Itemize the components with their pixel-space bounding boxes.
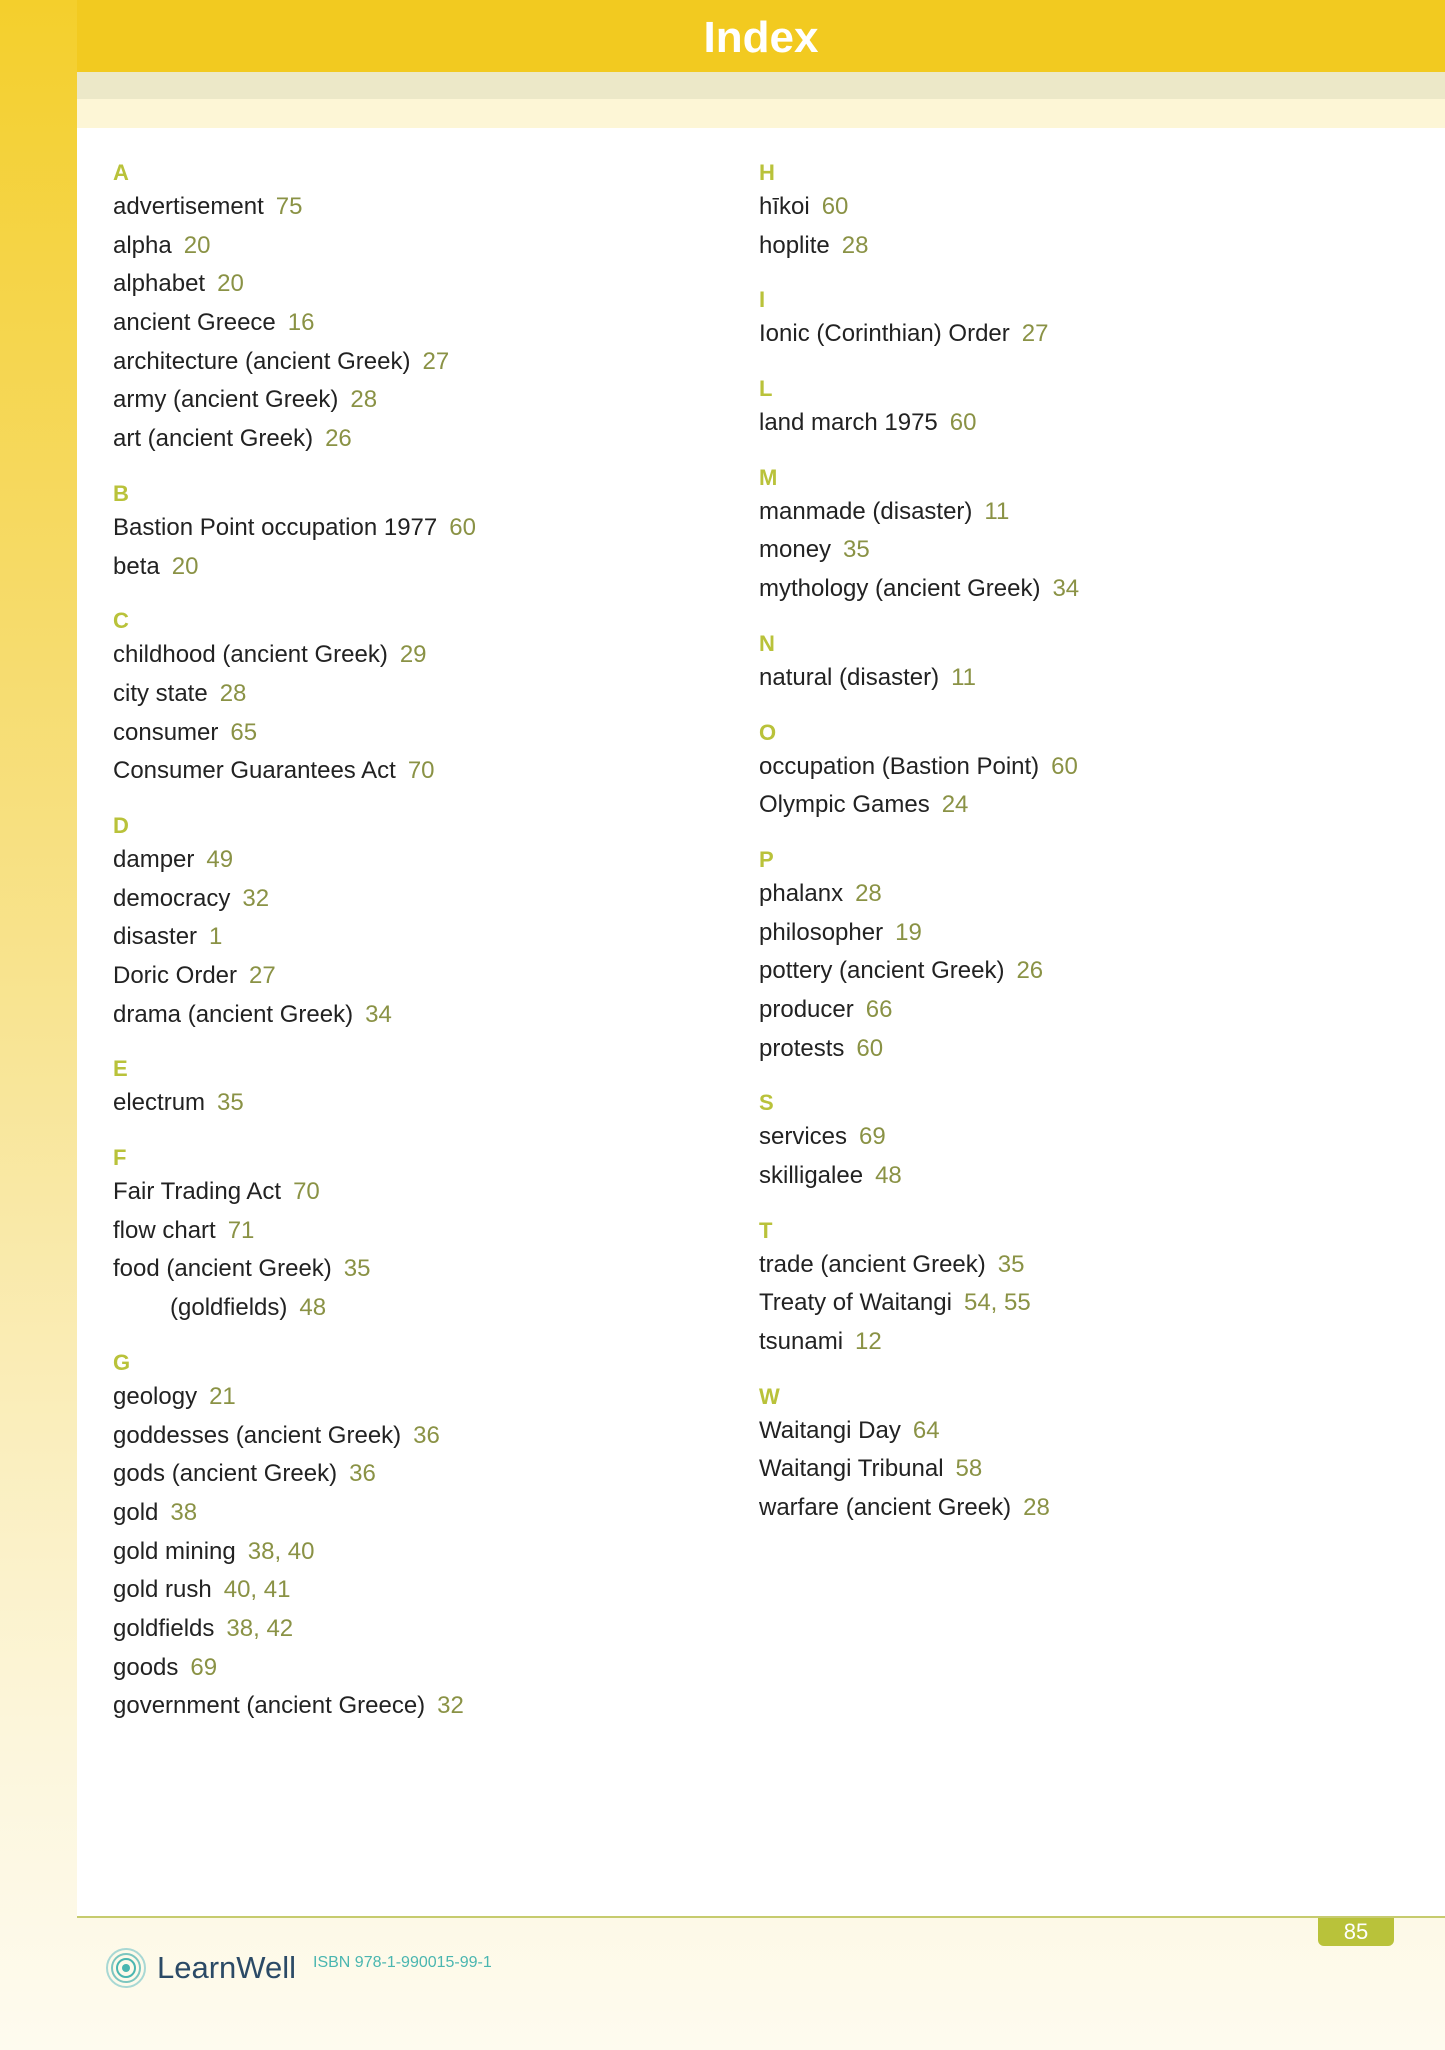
entry-term: drama (ancient Greek) [113, 1000, 354, 1028]
entry-term: Ionic (Corinthian) Order [759, 320, 1010, 348]
entry-pages: 32 [437, 1692, 464, 1720]
entry-pages: 54, 55 [963, 1289, 1031, 1317]
index-entry [113, 1378, 733, 1417]
entry-pages: 60 [449, 513, 476, 541]
index-entry [113, 957, 733, 996]
entry-pages: 27 [249, 962, 276, 989]
entry-pages: 65 [230, 718, 258, 746]
entry-term: gold [113, 1498, 159, 1526]
entry-pages: 27 [422, 347, 450, 375]
entry-term: art (ancient Greek) [113, 425, 314, 453]
index-section-c [113, 606, 733, 791]
index-section-b [113, 479, 733, 586]
entry-term: occupation (Bastion Point) [759, 752, 1040, 780]
entry-pages: 27 [1021, 320, 1049, 348]
entry-pages: 35 [343, 1255, 371, 1283]
entry-pages: 60 [1051, 752, 1078, 780]
entry-pages: 64 [912, 1416, 940, 1444]
index-entry [759, 659, 1379, 698]
entry-term: Consumer Guarantees Act [113, 757, 396, 785]
entry-term: beta [113, 552, 160, 580]
footer-rule [77, 1916, 1445, 1918]
index-entry [759, 570, 1379, 609]
index-section-w [759, 1382, 1379, 1528]
entry-term: army (ancient Greek) [113, 386, 339, 414]
entry-pages: 19 [895, 918, 922, 946]
entry-pages: 36 [349, 1460, 376, 1488]
entry-pages: 60 [856, 1034, 884, 1062]
entry-pages: 12 [855, 1328, 882, 1356]
entry-term: geology [113, 1382, 198, 1410]
entry-pages: 38 [170, 1498, 198, 1526]
entry-term: alpha [113, 231, 172, 259]
index-entry [759, 1450, 1379, 1489]
index-entry [113, 265, 733, 304]
index-entry [113, 343, 733, 382]
index-entry [759, 493, 1379, 532]
index-entry [759, 1323, 1379, 1362]
entry-pages: 11 [984, 497, 1010, 525]
entry-pages: 29 [399, 641, 427, 669]
index-entry [759, 786, 1379, 825]
entry-term: goldfields [113, 1614, 215, 1642]
entry-term: mythology (ancient Greek) [759, 575, 1041, 603]
entry-term: childhood (ancient Greek) [113, 641, 388, 669]
index-entry [113, 996, 733, 1035]
entry-pages: 60 [821, 193, 849, 220]
entry-term: money [759, 536, 832, 564]
index-entry [113, 841, 733, 880]
entry-pages: 28 [219, 679, 247, 707]
entry-term: pottery (ancient Greek) [759, 957, 1005, 985]
entry-pages: 69 [190, 1653, 218, 1681]
index-entry [759, 991, 1379, 1030]
entry-pages: 1 [209, 923, 223, 951]
entry-term: ancient Greece [113, 309, 276, 337]
entry-term: Olympic Games [759, 791, 930, 819]
entry-term: tsunami [759, 1328, 844, 1356]
entry-pages: 66 [865, 995, 893, 1023]
section-letter: M [759, 464, 778, 490]
entry-pages: 26 [325, 425, 352, 453]
entry-term: democracy [113, 884, 231, 912]
index-entry [113, 1250, 733, 1289]
entry-term: goods [113, 1653, 179, 1681]
entry-term: Treaty of Waitangi [759, 1289, 952, 1317]
index-entry [113, 1173, 733, 1212]
entry-pages: 28 [855, 879, 882, 907]
entry-term: flow chart [113, 1216, 216, 1244]
index-entry [759, 1284, 1379, 1323]
index-entry [759, 188, 1379, 227]
entry-pages: 70 [407, 757, 435, 785]
index-column-right [759, 158, 1379, 1548]
entry-pages: 48 [875, 1162, 902, 1189]
entry-pages: 38, 40 [247, 1537, 315, 1565]
entry-pages: 38, 42 [226, 1614, 294, 1642]
index-entry [759, 1157, 1379, 1196]
entry-pages: 11 [951, 663, 976, 691]
page-title: Index [703, 13, 819, 62]
section-letter: F [113, 1145, 127, 1171]
entry-term: architecture (ancient Greek) [113, 347, 411, 375]
section-letter: D [113, 812, 129, 838]
entry-pages: 28 [1023, 1494, 1050, 1522]
section-letter: B [113, 480, 129, 506]
entry-term: trade (ancient Greek) [759, 1250, 986, 1278]
entry-term: Doric Order [113, 962, 238, 989]
index-entry [113, 880, 733, 919]
entry-pages: 26 [1016, 957, 1044, 985]
entry-pages: 34 [1052, 575, 1080, 603]
section-letter: W [759, 1383, 780, 1409]
index-entry [113, 1610, 733, 1649]
entry-term: advertisement [113, 193, 264, 220]
entry-pages: 69 [859, 1123, 886, 1151]
index-entry [759, 315, 1379, 354]
entry-pages: 28 [350, 386, 378, 414]
index-entry [113, 227, 733, 266]
index-entry [113, 1649, 733, 1688]
section-letter: I [759, 287, 766, 313]
entry-term: damper [113, 845, 195, 873]
entry-term: electrum [113, 1089, 206, 1117]
index-section-m [759, 463, 1379, 609]
entry-term: land march 1975 [759, 409, 938, 437]
section-letter: H [759, 160, 775, 185]
entry-term: natural (disaster) [759, 663, 940, 691]
index-section-s [759, 1088, 1379, 1195]
entry-term: Bastion Point occupation 1977 [113, 513, 438, 541]
entry-pages: 35 [997, 1250, 1025, 1278]
entry-term: Waitangi Day [759, 1416, 901, 1444]
index-entry [113, 1571, 733, 1610]
section-letter: O [759, 719, 777, 745]
entry-pages: 58 [955, 1455, 983, 1483]
index-section-g [113, 1348, 733, 1726]
section-letter: G [113, 1349, 131, 1375]
entry-term: Fair Trading Act [113, 1178, 282, 1206]
index-entry [759, 875, 1379, 914]
entry-pages: 36 [413, 1421, 440, 1449]
entry-pages: 70 [293, 1178, 320, 1206]
section-letter: T [759, 1217, 773, 1243]
index-entry [759, 1489, 1379, 1528]
index-section-h [759, 158, 1379, 265]
section-letter: P [759, 846, 774, 872]
header-band-light [77, 99, 1445, 128]
entry-pages: 71 [227, 1216, 255, 1244]
entry-pages: 75 [275, 193, 303, 220]
entry-pages: 34 [365, 1000, 392, 1028]
index-section-l [759, 374, 1379, 443]
index-entry [759, 1412, 1379, 1451]
section-letter: S [759, 1090, 774, 1116]
index-section-f [113, 1143, 733, 1328]
index-entry [759, 1118, 1379, 1157]
section-letter: N [759, 630, 775, 656]
entry-term: warfare (ancient Greek) [759, 1494, 1012, 1522]
entry-pages: 24 [941, 791, 969, 819]
index-entry [113, 1533, 733, 1572]
index-entry [113, 675, 733, 714]
entry-term: city state [113, 679, 208, 707]
entry-pages: 48 [299, 1294, 327, 1322]
index-section-o [759, 718, 1379, 825]
entry-term: food (ancient Greek) [113, 1255, 332, 1283]
entry-term: gold rush [113, 1576, 212, 1604]
entry-term: alphabet [113, 270, 206, 298]
index-entry [113, 1417, 733, 1456]
index-section-d [113, 811, 733, 1034]
entry-term: hīkoi [759, 193, 810, 220]
page-number: 85 [1318, 1918, 1394, 1946]
index-entry [759, 1030, 1379, 1069]
index-column-left [113, 158, 733, 1746]
learnwell-logo-icon [105, 1947, 147, 1989]
index-section-t [759, 1216, 1379, 1362]
entry-pages: 20 [183, 231, 211, 259]
index-entry [113, 304, 733, 343]
entry-term: goddesses (ancient Greek) [113, 1421, 402, 1449]
entry-term: disaster [113, 923, 198, 951]
index-entry [113, 381, 733, 420]
section-letter: C [113, 608, 129, 634]
entry-pages: 21 [209, 1382, 236, 1410]
index-entry [113, 752, 733, 791]
section-letter: A [113, 160, 129, 185]
entry-pages: 20 [171, 552, 199, 580]
index-entry [113, 714, 733, 753]
header-bar [77, 0, 1445, 73]
entry-term: gold mining [113, 1537, 236, 1565]
index-entry [759, 914, 1379, 953]
index-entry [113, 548, 733, 587]
index-entry [113, 420, 733, 459]
entry-pages: 35 [217, 1089, 244, 1117]
entry-term: phalanx [759, 879, 844, 907]
index-section-p [759, 845, 1379, 1068]
entry-pages: 60 [949, 409, 977, 437]
entry-term: (goldfields) [170, 1294, 288, 1322]
entry-pages: 40, 41 [223, 1576, 291, 1604]
index-section-i [759, 285, 1379, 354]
brand-name: LearnWell [157, 1950, 297, 1985]
index-entry [759, 748, 1379, 787]
index-entry [759, 531, 1379, 570]
index-entry [759, 952, 1379, 991]
index-content [77, 128, 1445, 1916]
index-entry [113, 918, 733, 957]
footer-brand [105, 1946, 296, 1990]
entry-pages: 35 [843, 536, 870, 564]
index-entry [113, 188, 733, 227]
entry-pages: 32 [242, 884, 270, 912]
index-entry [113, 509, 733, 548]
index-section-n [759, 629, 1379, 698]
entry-pages: 20 [217, 270, 244, 298]
header-band [77, 72, 1445, 99]
index-section-e [113, 1054, 733, 1123]
index-section-a [113, 158, 733, 459]
index-entry [113, 1687, 733, 1726]
entry-term: producer [759, 995, 854, 1023]
entry-term: skilligalee [759, 1162, 864, 1189]
section-letter: E [113, 1056, 128, 1082]
entry-pages: 16 [287, 309, 315, 337]
entry-term: protests [759, 1034, 845, 1062]
entry-term: manmade (disaster) [759, 497, 973, 525]
isbn-text: ISBN 978-1-990015-99-1 [313, 1954, 492, 1971]
index-entry [759, 1246, 1379, 1285]
index-entry [113, 1212, 733, 1251]
section-letter: L [759, 376, 773, 402]
entry-term: Waitangi Tribunal [759, 1455, 944, 1483]
entry-term: hoplite [759, 231, 830, 259]
index-entry [759, 404, 1379, 443]
index-entry [113, 1289, 733, 1328]
index-entry [113, 636, 733, 675]
index-entry [759, 227, 1379, 266]
index-entry [113, 1494, 733, 1533]
entry-term: services [759, 1123, 848, 1151]
entry-term: government (ancient Greece) [113, 1692, 426, 1720]
entry-term: consumer [113, 718, 219, 746]
entry-pages: 49 [206, 845, 234, 873]
entry-pages: 28 [841, 231, 869, 259]
entry-term: gods (ancient Greek) [113, 1460, 338, 1488]
index-entry [113, 1455, 733, 1494]
index-entry [113, 1084, 733, 1123]
entry-term: philosopher [759, 918, 884, 946]
